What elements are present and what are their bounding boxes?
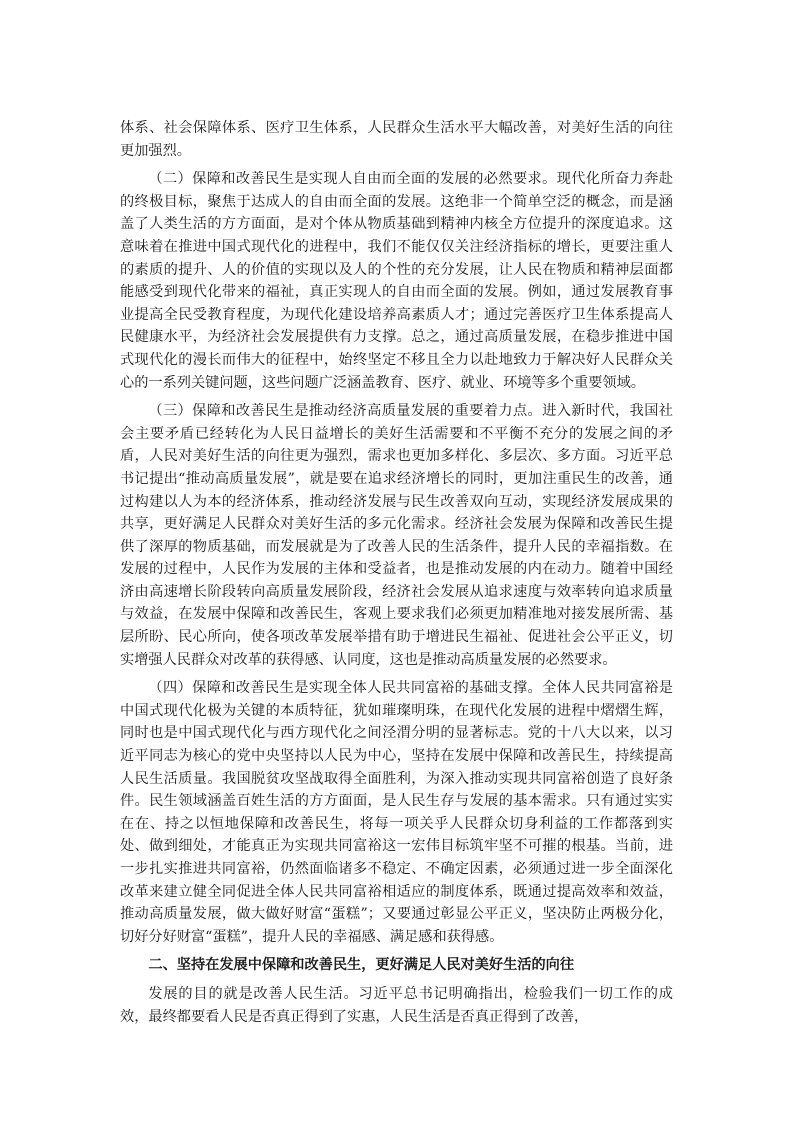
paragraph-section-2: （二）保障和改善民生是实现人自由而全面的发展的必然要求。现代化所奋力奔赴的终极目标，聚焦于达成人的自由而全面的发展。这绝非一个简单空泛的概念，而是涵盖了人类生活的方方面面，是对个体从物质基础到精神内核全方位提升的深度追求。这意味着在推进中国式现代化的进程中，我们不能仅仅关注经济指标的增长，更要注重人的素质的提升、人的价值的实现以及人的个性的充分发展，让人民在物质和精神层面都能感受到现代化带来的福祉，真正实现人的自由而全面的发展。例如，通过发展教育事业提高全民受教育程度，为现代化建设培养高素质人才；通过完善医疗卫生体系提高人民健康水平，为经济社会发展提供有力支撑。总之，通过高质量发展，在稳步推进中国式现代化的漫长而伟大的征程中，始终坚定不移且全力以赴地致力于解决好人民群众关心的一系列关键问题，这些问题广泛涵盖教育、医疗、就业、环境等多个重要领域。 [120, 171, 673, 391]
document-page [120, 117, 673, 1034]
paragraph-continuation: 体系、社会保障体系、医疗卫生体系，人民群众生活水平大幅改善，对美好生活的向往更加强烈。 [120, 120, 673, 159]
paragraph-closing: 发展的目的就是改善人民生活。习近平总书记明确指出，检验我们一切工作的成效，最终都要看人民是否真正得到了实惠，人民生活是否真正得到了改善， [120, 985, 673, 1025]
paragraph-section-3: （三）保障和改善民生是推动经济高质量发展的重要着力点。进入新时代，我国社会主要矛盾已经转化为人民日益增长的美好生活需要和不平衡不充分的发展之间的矛盾，人民对美好生活的向往更为强烈，需求也更加多样化、多层次、多方面。习近平总书记提出“推动高质量发展”，就是要在追求经济增长的同时，更加注重民生的改善，通过构建以人为本的经济体系，推动经济发展与民生改善双向互动，实现经济发展成果的共享，更好满足人民群众对美好生活的多元化需求。经济社会发展为保障和改善民生提供了深厚的物质基础，而发展就是为了改善人民的生活条件，提升人民的幸福指数。在发展的过程中，人民作为发展的主体和受益者，也是推动发展的内在动力。随着中国经济由高速增长阶段转向高质量发展阶段，经济社会发展从追求速度与效率转向追求质量与效益，在发展中保障和改善民生，客观上要求我们必须更加精准地对接发展所需、基层所盼、民心所向，使各项改革发展举措有助于增进民生福祉、促进社会公平正义，切实增强人民群众对改革的获得感、认同度，这也是推动高质量发展的必然要求。 [120, 403, 673, 668]
paragraph-section-4: （四）保障和改善民生是实现全体人民共同富裕的基础支撑。全体人民共同富裕是中国式现代化极为关键的本质特征，犹如璀璨明珠，在现代化发展的进程中熠熠生辉，同时也是中国式现代化与西方现代化之间泾渭分明的显著标志。党的十八大以来，以习近平同志为核心的党中央坚持以人民为中心，坚持在发展中保障和改善民生，持续提高人民生活质量。我国脱贫攻坚战取得全面胜利，为深入推动实现共同富裕创造了良好条件。民生领域涵盖百姓生活的方方面面，是人民生存与发展的基本需求。只有通过实实在在、持之以恒地保障和改善民生，将每一项关乎人民群众切身利益的工作都落到实处、做到细处，才能真正为实现共同富裕这一宏伟目标筑牢坚不可摧的根基。当前，进一步扎实推进共同富裕，仍然面临诸多不稳定、不确定因素，必须通过进一步全面深化改革来建立健全同促进全体人民共同富裕相适应的制度体系，既通过提高效率和效益，推动高质量发展，做大做好财富“蛋糕”；又要通过彰显公平正义，坚决防止两极分化，切好分好财富“蛋糕”，提升人民的幸福感、满足感和获得感。 [120, 680, 673, 945]
section-heading: 二、坚持在发展中保障和改善民生，更好满足人民对美好生活的向往 [148, 957, 575, 974]
